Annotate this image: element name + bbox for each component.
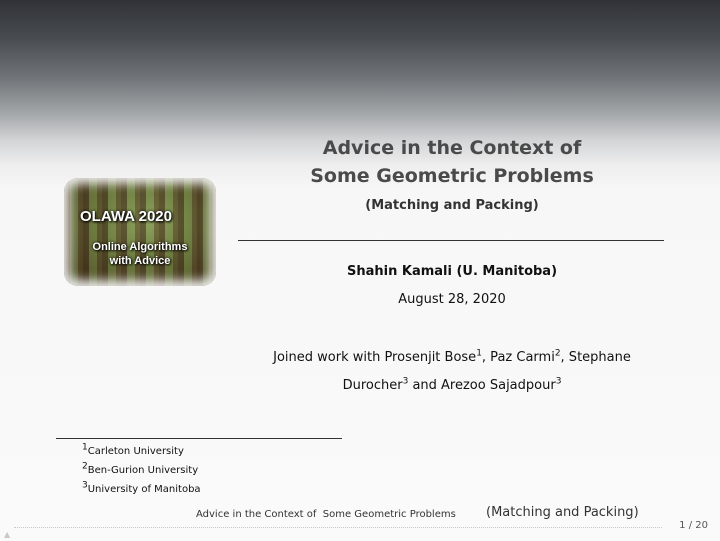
slide-title bbox=[240, 134, 664, 190]
footnote-mark: 3 bbox=[402, 376, 409, 387]
footnote-text: University of Manitoba bbox=[87, 484, 201, 495]
footnote-mark: 1 bbox=[476, 348, 482, 359]
author: Shahin Kamali (U. Manitoba) bbox=[346, 264, 558, 279]
logo-subtitle-line-1: Online Algorithms bbox=[92, 241, 188, 253]
logo-image bbox=[64, 178, 216, 286]
footnote-mark: 2 bbox=[82, 461, 88, 472]
footnote-mark: 2 bbox=[554, 348, 561, 359]
date: August 28, 2020 bbox=[398, 292, 506, 307]
collab-text-4: Durocher bbox=[342, 378, 403, 393]
collab-text-1: Joined work with Prosenjit Bose bbox=[273, 350, 477, 365]
title-line-2: Some Geometric Problems bbox=[310, 165, 594, 187]
collaborators-line-1 bbox=[240, 344, 664, 372]
footer-short-subtitle: (Matching and Packing) bbox=[486, 505, 639, 520]
logo-subtitle bbox=[64, 240, 216, 268]
footnote-text: Ben-Gurion University bbox=[87, 465, 199, 476]
footnote-text: Carleton University bbox=[87, 446, 184, 457]
slide-title-block bbox=[240, 134, 664, 213]
logo-title: OLAWA 2020 bbox=[80, 208, 172, 225]
slide-subtitle: (Matching and Packing) bbox=[365, 198, 539, 213]
footnote-mark: 1 bbox=[82, 442, 88, 453]
footnote-item bbox=[82, 442, 201, 461]
footnote-mark: 3 bbox=[82, 480, 88, 491]
collaborators bbox=[240, 344, 664, 400]
footnote-item bbox=[82, 461, 201, 480]
footnote-divider bbox=[56, 438, 342, 439]
footnote-mark: 3 bbox=[555, 376, 562, 387]
footer-progress-line bbox=[14, 527, 662, 528]
collab-text-3: , Stephane bbox=[560, 350, 631, 365]
footer-short-title: Advice in the Context of Some Geometric Problems bbox=[196, 509, 456, 520]
page-number[interactable]: 1 / 20 bbox=[679, 520, 708, 531]
title-divider bbox=[238, 240, 664, 241]
collab-text-2: , Paz Carmi bbox=[481, 350, 555, 365]
logo-subtitle-line-2: with Advice bbox=[109, 255, 171, 267]
collaborators-line-2 bbox=[240, 372, 664, 400]
title-line-1: Advice in the Context of bbox=[322, 137, 582, 159]
nav-arrow-icon[interactable]: ▲ bbox=[4, 530, 11, 539]
footnotes bbox=[82, 442, 201, 499]
collab-text-5: and Arezoo Sajadpour bbox=[408, 378, 556, 393]
footnote-item bbox=[82, 480, 201, 499]
